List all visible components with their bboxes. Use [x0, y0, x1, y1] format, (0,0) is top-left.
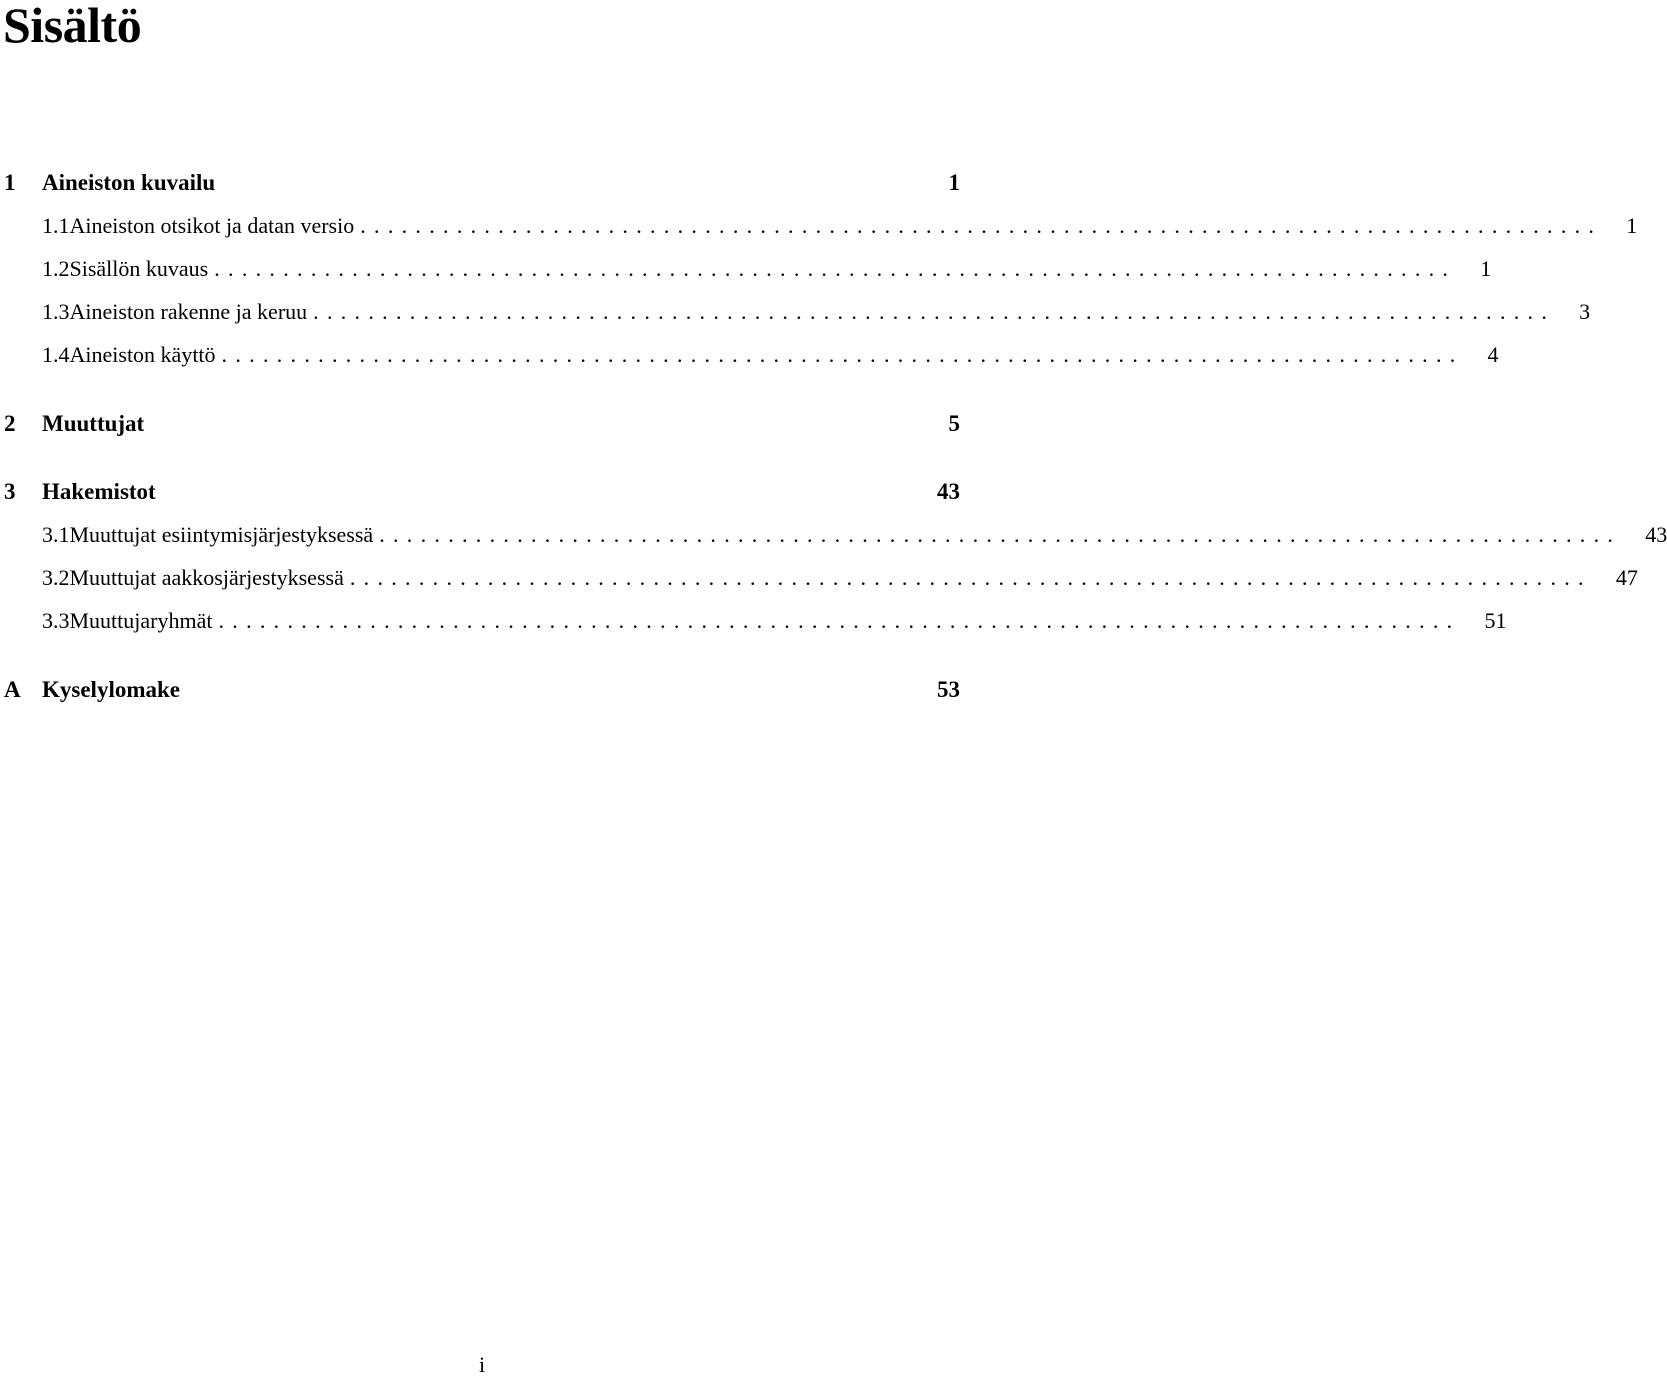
- toc-number: 1: [4, 170, 16, 195]
- toc-number: 1.1: [42, 213, 70, 238]
- toc-entry-3-2[interactable]: [0, 563, 1638, 593]
- toc-number: A: [4, 677, 21, 702]
- toc-title: Kyselylomake: [42, 677, 180, 702]
- page-number: i: [478, 1352, 486, 1377]
- toc-title: Aineiston otsikot ja datan versio: [69, 213, 355, 238]
- toc-page: 1: [1480, 256, 1492, 281]
- toc-entry-3-1[interactable]: [0, 520, 1667, 550]
- page-title: Sisältö: [3, 0, 142, 53]
- toc-page: 53: [937, 677, 960, 702]
- toc-number: 1.4: [42, 342, 70, 367]
- toc-leader-dots: ..........................................................................................: [360, 213, 1603, 238]
- toc-page: 47: [1615, 565, 1638, 590]
- toc-title: Muuttujat esiintymisjärjestyksessä: [69, 522, 374, 547]
- toc-number: 3.2: [42, 565, 70, 590]
- toc-title: Aineiston kuvailu: [42, 170, 216, 195]
- toc-entry-1-3[interactable]: [0, 297, 1591, 327]
- toc-title: Aineiston rakenne ja keruu: [69, 299, 308, 324]
- toc-number: 2: [4, 411, 16, 436]
- toc-entry-3-3[interactable]: [0, 606, 1507, 636]
- toc-page: 4: [1487, 342, 1499, 367]
- toc-title: Sisällön kuvaus: [69, 256, 209, 281]
- toc-number: 3: [4, 479, 16, 504]
- toc-number: 1.3: [42, 299, 70, 324]
- toc-number: 3.1: [42, 522, 70, 547]
- toc-title: Aineiston käyttö: [69, 342, 216, 367]
- toc-number: 1.2: [42, 256, 70, 281]
- toc-entry-3[interactable]: [0, 477, 960, 507]
- toc-entry-1-4[interactable]: [0, 340, 1499, 370]
- toc-entry-1-2[interactable]: [0, 254, 1492, 284]
- toc-leader-dots: ..........................................................................................: [214, 256, 1457, 281]
- toc-page: 1: [1626, 213, 1638, 238]
- toc-number: 3.3: [42, 608, 70, 633]
- toc-entry-a[interactable]: [0, 675, 960, 705]
- toc-page: 5: [948, 411, 960, 436]
- toc-leader-dots: ..........................................................................................: [379, 522, 1622, 547]
- toc-title: Muuttujat: [42, 411, 145, 436]
- toc-entry-1-1[interactable]: [0, 211, 1638, 241]
- toc-leader-dots: ..........................................................................................: [221, 342, 1464, 367]
- toc-page: 51: [1484, 608, 1507, 633]
- toc-leader-dots: ..........................................................................................: [349, 565, 1592, 590]
- toc-title: Muuttujat aakkosjärjestyksessä: [69, 565, 344, 590]
- toc-title: Hakemistot: [42, 479, 156, 504]
- toc-page: 43: [1645, 522, 1667, 547]
- toc-entry-2[interactable]: [0, 409, 960, 439]
- toc-page: 3: [1579, 299, 1591, 324]
- toc-title: Muuttujaryhmät: [69, 608, 213, 633]
- toc-leader-dots: ..........................................................................................: [313, 299, 1556, 324]
- toc-page: 43: [937, 479, 960, 504]
- toc-page: 1: [948, 170, 960, 195]
- toc-leader-dots: ..........................................................................................: [218, 608, 1461, 633]
- toc-entry-1[interactable]: [0, 168, 960, 198]
